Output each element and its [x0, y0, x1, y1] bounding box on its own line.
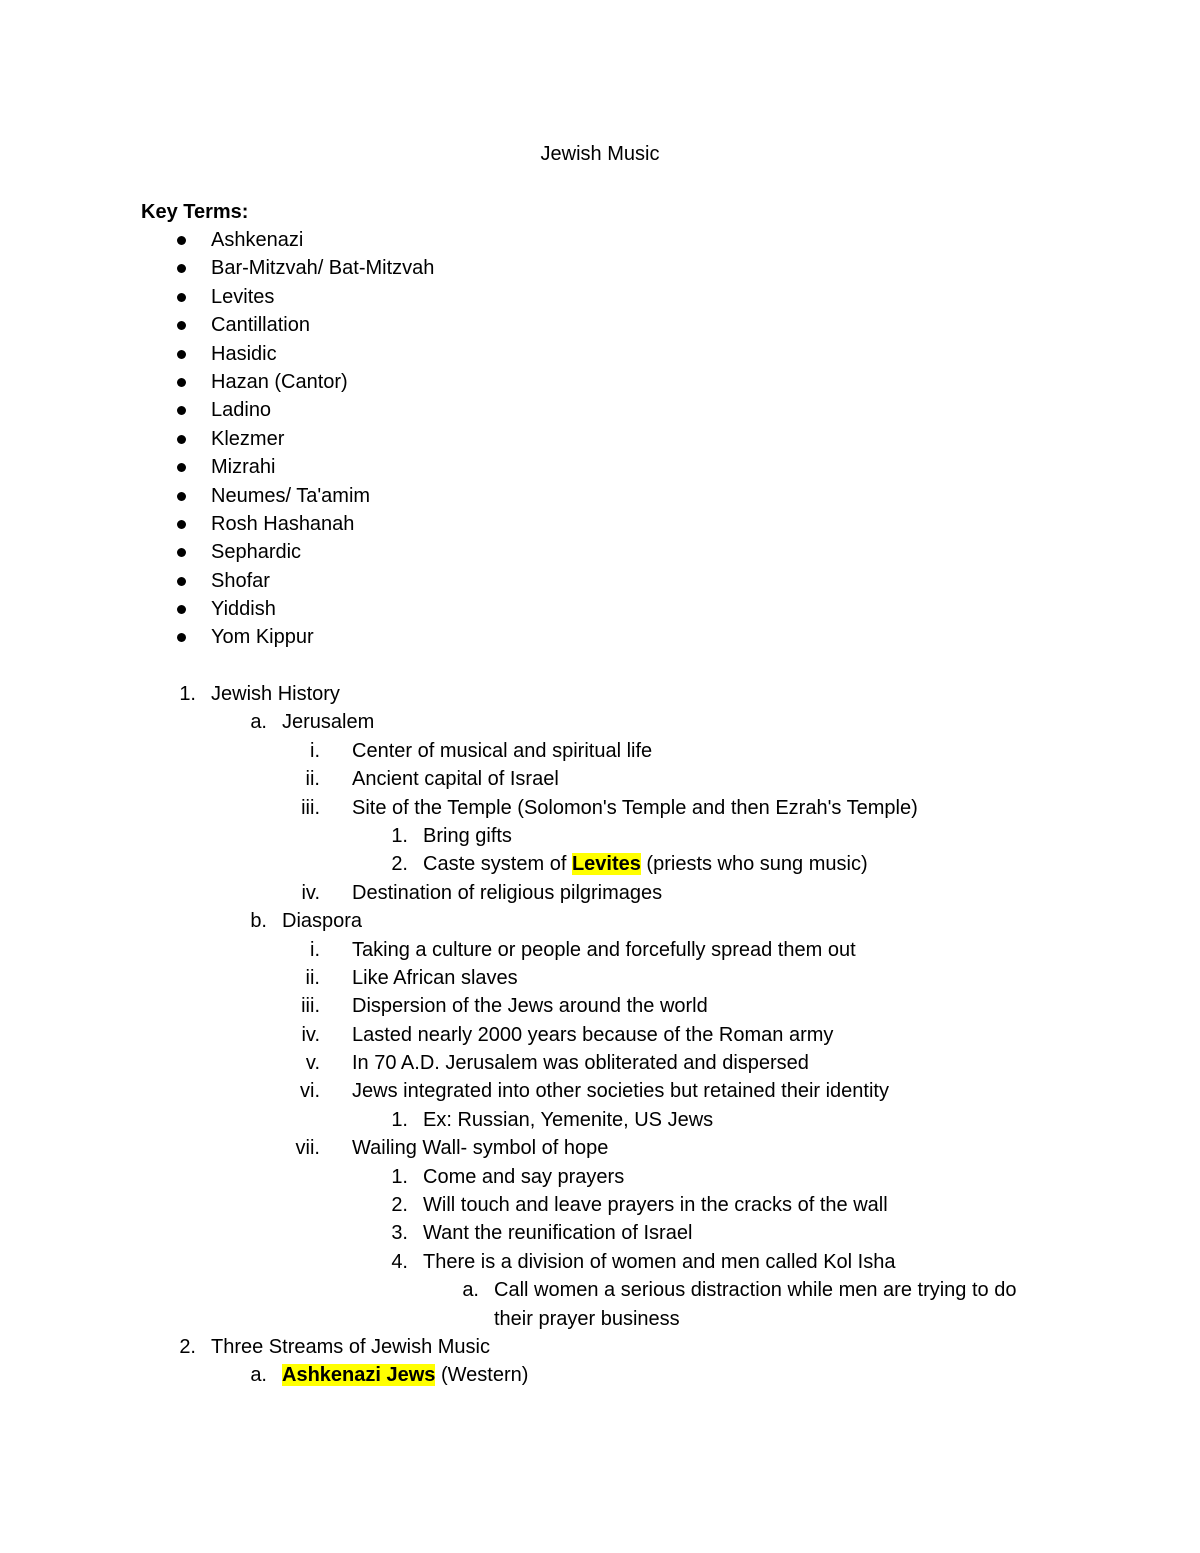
bullet-icon — [177, 293, 186, 302]
document-page: Jewish Music Key Terms: Ashkenazi Bar-Mitzvah/ Bat-Mitzvah Levites Cantillation Hasidic Hazan (Cantor) Ladino Klezmer Mizrahi Neumes/ Ta'amim Rosh Hashanah Sephardic Shofar Yiddish Yom Kippur 1. Jewish History a. Jerusalem i. Center of musical and spiritual life ii. Ancient capital of Israel iii. Site of the Temple (Solomon's Temple and then Ezrah's Temple) 1. Bring gifts 2. Caste system of Levites (priests who sung music) iv. Destination of religious pilgrimages b. Diaspora i. Taking a culture or people and forcefully spread them out ii. Like African slaves iii. Dispersion of the Jews around the world iv. Lasted nearly 2000 years because of the Roman army v. In 70 A.D. Jerusalem was obliterated and dispersed vi. Jews integrated into other societies but retained their identity 1. Ex: Russian, Yemenite, US Jews vii. Wailing Wall- symbol of hope 1. Come and say prayers 2. Will touch and leave prayers in the cracks of the wall 3. Want the reunification of Israel 4. There is a division of women and men called Kol Isha a. Call women a serious distraction while men are trying to do their prayer business 2. Three Streams of Jewish Music a. Ashkenazi Jews (Western) — [0, 0, 1200, 1553]
outline-text: Like African slaves — [352, 966, 518, 989]
bullet-icon — [177, 378, 186, 387]
outline-list — [0, 680, 1200, 1390]
outline-text: Taking a culture or people and forcefully spread them out — [352, 938, 856, 961]
outline-item — [0, 1021, 1200, 1049]
outline-item — [0, 680, 1200, 708]
bullet-icon — [177, 406, 186, 415]
outline-marker: iii. — [301, 995, 320, 1018]
bullet-icon — [177, 605, 186, 614]
outline-text: Bring gifts — [423, 824, 512, 847]
highlighted-term: Levites — [571, 853, 641, 876]
outline-marker: i. — [310, 938, 320, 961]
outline-item — [0, 850, 1200, 878]
outline-marker: 2. — [179, 1335, 196, 1358]
outline-text-post: (priests who sung music) — [640, 853, 868, 876]
bullet-icon — [177, 236, 186, 245]
outline-text: In 70 A.D. Jerusalem was obliterated and dispersed — [352, 1052, 809, 1075]
outline-text — [282, 1361, 528, 1389]
outline-marker: a. — [462, 1279, 479, 1302]
outline-marker: iv. — [301, 1023, 320, 1046]
outline-marker: ii. — [305, 966, 320, 989]
outline-text: Will touch and leave prayers in the cracks of the wall — [423, 1194, 888, 1217]
outline-marker: b. — [250, 910, 267, 933]
bullet-icon — [177, 435, 186, 444]
outline-text: Center of musical and spiritual life — [352, 739, 653, 762]
outline-text: Dispersion of the Jews around the world — [352, 995, 708, 1018]
outline-item — [0, 1077, 1200, 1105]
highlighted-term: Ashkenazi Jews — [282, 1364, 436, 1387]
outline-item — [0, 708, 1200, 736]
bullet-icon — [177, 492, 186, 501]
outline-item — [0, 1276, 1200, 1304]
bullet-icon — [177, 548, 186, 557]
outline-item — [0, 1049, 1200, 1077]
outline-marker: vi. — [300, 1080, 320, 1103]
outline-marker: iv. — [301, 881, 320, 904]
outline-text: Diaspora — [282, 910, 363, 933]
bullet-icon — [177, 520, 186, 529]
outline-item — [0, 737, 1200, 765]
outline-text: Lasted nearly 2000 years because of the Roman army — [352, 1023, 834, 1046]
outline-text: Site of the Temple (Solomon's Temple and then Ezrah's Temple) — [352, 796, 918, 819]
outline-text: Jerusalem — [282, 711, 375, 734]
outline-marker: i. — [310, 739, 320, 762]
outline-text: Wailing Wall- symbol of hope — [352, 1137, 609, 1160]
bullet-icon — [177, 264, 186, 273]
outline-item — [0, 1248, 1200, 1276]
outline-marker: vii. — [295, 1137, 320, 1160]
outline-marker: 2. — [391, 853, 408, 876]
outline-item — [0, 1361, 1200, 1389]
outline-text: their prayer business — [494, 1307, 680, 1330]
outline-text: Jews integrated into other societies but retained their identity — [352, 1080, 889, 1103]
outline-marker: 1. — [179, 683, 196, 705]
bullet-icon — [177, 463, 186, 472]
document-title: Jewish Music — [540, 143, 660, 165]
outline-text: There is a division of women and men called Kol Isha — [423, 1250, 896, 1273]
outline-text-pre: Caste system of — [423, 853, 572, 876]
outline-item — [0, 1305, 1200, 1333]
outline-item — [0, 822, 1200, 850]
outline-marker: 2. — [391, 1194, 408, 1217]
outline-text: Ancient capital of Israel — [352, 768, 559, 791]
outline-marker: v. — [305, 1052, 320, 1075]
outline-marker: ii. — [305, 768, 320, 791]
outline-item — [0, 907, 1200, 935]
outline-marker: 3. — [391, 1222, 408, 1245]
outline-text: Destination of religious pilgrimages — [352, 881, 663, 904]
outline-text: Ex: Russian, Yemenite, US Jews — [423, 1108, 714, 1131]
outline-item — [0, 936, 1200, 964]
outline-marker: 1. — [391, 1165, 408, 1188]
outline-item — [0, 1106, 1200, 1134]
bullet-icon — [177, 350, 186, 359]
outline-marker: 4. — [391, 1250, 408, 1273]
outline-item — [0, 1163, 1200, 1191]
outline-item — [0, 794, 1200, 822]
outline-item — [0, 1333, 1200, 1361]
outline-item — [0, 879, 1200, 907]
key-terms-heading: Key Terms: — [141, 201, 249, 223]
outline-marker: a. — [250, 711, 267, 734]
outline-item — [0, 1191, 1200, 1219]
bullet-icon — [177, 577, 186, 586]
outline-text: Come and say prayers — [423, 1165, 625, 1188]
outline-marker: a. — [250, 1364, 267, 1387]
outline-text: Want the reunification of Israel — [423, 1222, 693, 1245]
outline-item — [0, 1134, 1200, 1162]
bullet-icon — [177, 321, 186, 330]
outline-marker: 1. — [391, 824, 408, 847]
outline-text: Three Streams of Jewish Music — [211, 1335, 490, 1358]
outline-item — [0, 1219, 1200, 1247]
bullet-icon — [177, 633, 186, 642]
outline-item — [0, 765, 1200, 793]
outline-item — [0, 964, 1200, 992]
outline-text-post: (Western) — [435, 1364, 529, 1387]
outline-text: Jewish History — [211, 683, 340, 705]
outline-item — [0, 992, 1200, 1020]
outline-text: Call women a serious distraction while men are trying to do — [494, 1279, 1017, 1302]
outline-text — [423, 850, 868, 878]
outline-marker: 1. — [391, 1108, 408, 1131]
outline-marker: iii. — [301, 796, 320, 819]
